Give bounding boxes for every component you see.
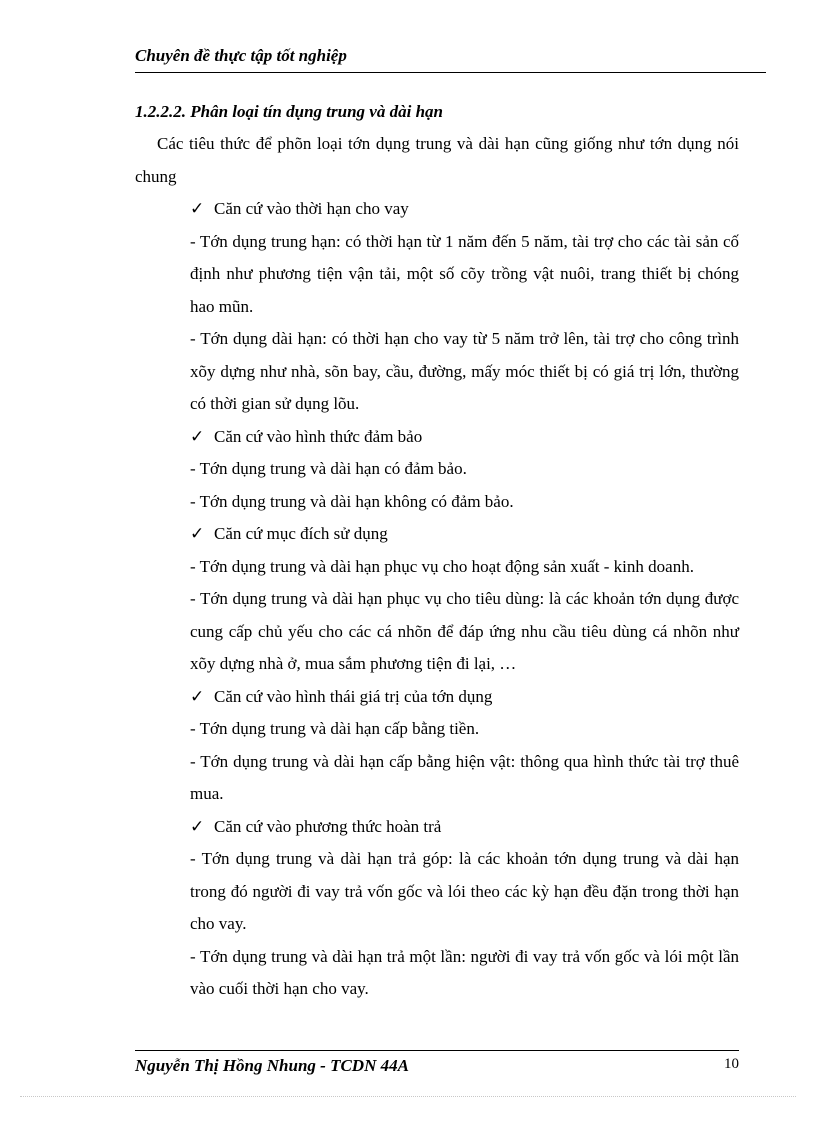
criterion-heading [190,193,739,226]
check-icon: ✓ [190,686,205,706]
list-item: - Tớn dụng trung và dài hạn phục vụ cho tiêu dùng: là các khoản tớn dụng được cung cấp chủ yếu cho các cá nhõn để đáp ứng nhu cầu tiêu dùng cá nhõn như xõy dựng nhà ở, mua sắm phương tiện đi lại, … [190,589,739,673]
criterion-heading [190,681,739,714]
check-icon: ✓ [190,524,205,543]
criterion-label: Căn cứ vào hình thái giá trị của tớn dụng [214,686,493,706]
list-item: - Tớn dụng trung và dài hạn cấp bằng hiện vật: thông qua hình thức tài trợ thuê mua. [190,751,739,803]
criterion-heading [190,421,739,454]
criterion-heading [190,518,739,551]
check-icon: ✓ [190,199,205,218]
list-item: - Tớn dụng trung và dài hạn trả góp: là các khoản tớn dụng trung và dài hạn trong đó người đi vay trả vốn gốc và lói theo các kỳ hạn đều đặn trong thời hạn cho vay. [190,849,739,933]
list-item: - Tớn dụng trung và dài hạn không có đảm bảo. [190,491,514,511]
check-icon: ✓ [190,816,205,836]
list-item: - Tớn dụng trung và dài hạn phục vụ cho hoạt động sản xuất - kinh doanh. [190,556,694,576]
list-item: - Tớn dụng dài hạn: có thời hạn cho vay từ 5 năm trở lên, tài trợ cho công trình xõy dựng như nhà, sõn bay, cầu, đường, mấy móc thiết bị có giá trị lớn, thường có thời gian sử dụng lõu. [190,329,739,413]
document-body [135,96,739,1006]
section-title: 1.2.2.2. Phân loại tín dụng trung và dài hạn [135,102,443,121]
list-item: - Tớn dụng trung và dài hạn cấp bằng tiền. [190,719,480,738]
check-icon: ✓ [190,426,205,446]
list-item: - Tớn dụng trung hạn: có thời hạn từ 1 năm đến 5 năm, tài trợ cho các tài sản cố định như phương tiện vận tải, một số cõy trồng vật nuôi, trang thiết bị chóng hao mũn. [190,231,739,316]
criterion-heading [190,811,739,844]
page-number: 10 [724,1056,739,1072]
criterion-label: Căn cứ mục đích sử dụng [214,524,388,543]
page-bottom-divider [20,1096,796,1097]
list-item: - Tớn dụng trung và dài hạn trả một lần: người đi vay trả vốn gốc và lói một lần vào cuối thời hạn cho vay. [190,946,739,998]
criterion-label: Căn cứ vào hình thức đảm bảo [214,426,423,446]
header-title: Chuyên đề thực tập tốt nghiệp [135,46,347,65]
criterion-label: Căn cứ vào phương thức hoàn trả [214,816,442,836]
list-item: - Tớn dụng trung và dài hạn có đảm bảo. [190,459,467,478]
page-header [135,46,766,73]
page-footer [135,1050,739,1083]
footer-author: Nguyễn Thị Hồng Nhung - TCDN 44A [135,1056,409,1075]
criterion-label: Căn cứ vào thời hạn cho vay [214,199,409,218]
intro-paragraph: Các tiêu thức để phõn loại tớn dụng trung và dài hạn cũng giống như tớn dụng nói chung [135,134,739,186]
